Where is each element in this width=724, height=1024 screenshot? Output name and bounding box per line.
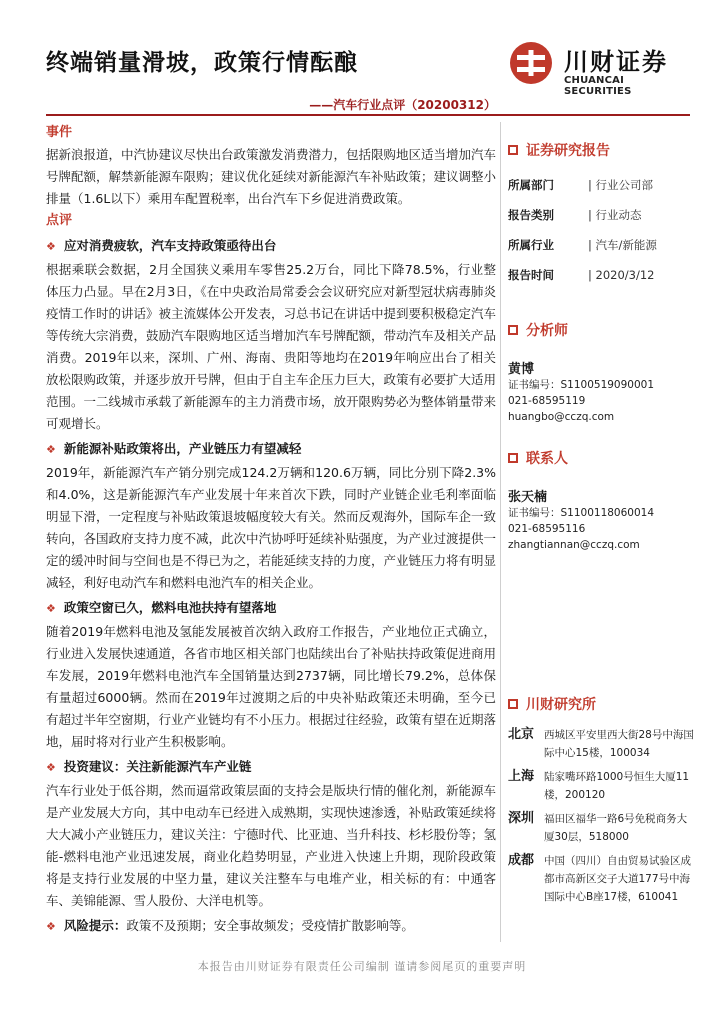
office-city: 上海 (508, 769, 535, 784)
report-row (508, 170, 698, 200)
analyst-panel (508, 320, 698, 425)
analyst-phone: 021-68595119 (508, 395, 586, 407)
risk-line (46, 914, 496, 939)
point-paragraph: 汽车行业处于低谷期，然而逼常政策层面的支持会是版块行情的催化剂，新能源车是产业发展大方向，其中电动车已经进入成熟期，实现快速渗透，补贴政策延续将大大减小产业链压力，建议关注：宁德时代、比亚迪、当升科技、杉杉股份等；氢能-燃料电池产业迅速发展，商业化趋势明显，产业进入快速上升期，现阶段政策将是支持行业发展的中坚力量，建议关注整车与电堆产业，相关标的有：中通客车、美锦能源、雪人股份、大洋电机等。 (46, 783, 497, 908)
contact-phone: 021-68595116 (508, 523, 586, 535)
point-heading (46, 596, 496, 621)
report-row-value: | 2020/3/12 (588, 268, 655, 282)
diamond-bullet-icon: ❖ (46, 443, 56, 456)
report-row-key: 所属部门 (508, 178, 554, 192)
office-address: 福田区福华一路6号免税商务大厦30层，518000 (544, 813, 688, 843)
report-subtitle: ——汽车行业点评（20200312） (309, 98, 496, 112)
point-paragraph: 2019年，新能源汽车产销分别完成124.2万辆和120.6万辆，同比分别下降2.3%和4.0%，这是新能源汽车产业发展十年来首次下跌，同时产业链企业毛利率面临明显下滑，一定程度与补贴政策退坡幅度较大有关。然而反观海外，国际车企一致转向，各国政府支持力度不减，此次中汽协呼吁延续补贴强度，为产业过渡提供一定的缓冲时间与空间也是不得已为之，若能延续支持的力度，产业链压力将有明显减轻，利好电动汽车和燃料电池汽车的相关企业。 (46, 465, 497, 590)
office-city: 北京 (508, 727, 535, 742)
event-paragraph: 据新浪报道，中汽协建议尽快出台政策激发消费潜力，包括限购地区适当增加汽车号牌配额，解禁新能源车限购；建议优化延续对新能源汽车补贴政策；建议调整小排量（1.6L以下）乘用车配置税率，出台汽车下乡促进消费政策。 (46, 147, 497, 206)
report-row-key: 报告时间 (508, 268, 554, 282)
office-entry (508, 726, 698, 762)
square-bullet-icon (508, 145, 518, 155)
point-paragraph: 根据乘联会数据，2月全国狭义乘用车零售25.2万台，同比下降78.5%，行业整体压力凸显。早在2月3日，《在中央政治局常委会会议研究应对新型冠状病毒肺炎疫情工作时的讲话》被主流媒体公开发表，习总书记在讲话中提到要积极稳定汽车等传统大宗消费，鼓励汽车限购地区适当增加汽车号牌配额，带动汽车及相关产品消费。2019年以来，深圳、广州、海南、贵阳等地均在2019年响应出台了相关放松限购政策，并逐步放开号牌，但由于自主车企压力巨大，政策有必要扩大适用范围。一二线城市承载了新能源车的主力消费市场，放开限购势必为整体销量带来可观增长。 (46, 262, 497, 431)
company-logo (508, 40, 688, 98)
contact-email[interactable]: zhangtiannan@cczq.com (508, 539, 640, 551)
report-row (508, 260, 698, 290)
office-address: 陆家嘴环路1000号恒生大厦11楼，200120 (544, 771, 690, 801)
office-city: 成都 (508, 853, 535, 868)
footer-disclaimer: 本报告由川财证券有限责任公司编制 谨请参阅尾页的重要声明 (197, 960, 527, 973)
column-divider (500, 122, 501, 942)
point-title: 应对消费疲软，汽车支持政策亟待出台 (63, 238, 277, 253)
contact-heading (508, 448, 698, 468)
report-info-panel (508, 140, 698, 290)
risk-text: 政策不及预期；安全事故频发；受疫情扩散影响等。 (126, 918, 414, 933)
analyst-heading-text: 分析师 (526, 323, 568, 339)
report-title: 终端销量滑坡，政策行情酝酿 (46, 50, 358, 76)
logo-chinese-name: 川财证券 (564, 48, 668, 76)
logo-english-name: CHUANCAI SECURITIES (564, 75, 632, 97)
point-heading (46, 755, 496, 780)
institute-heading-text: 川财研究所 (526, 697, 596, 713)
point-heading (46, 437, 496, 462)
diamond-bullet-icon: ❖ (46, 240, 56, 253)
report-row-key: 所属行业 (508, 238, 554, 252)
risk-label: 风险提示： (63, 918, 127, 933)
report-row-value: | 汽车/新能源 (588, 238, 657, 252)
point-paragraph: 随着2019年燃料电池及氢能发展被首次纳入政府工作报告，产业地位正式确立，行业进入发展快速通道，各省市地区相关部门也陆续出台了补贴扶持政策促进商用车发展，2019年燃料电池汽车全国销量达到2737辆，同比增长79.2%，总体保有量超过6000辆。然而在2019年过渡期之后的中央补贴政策还未明确，至今已有超过半年空窗期，行业产业链均有不小压力。根据过往经验，政策有望在近期落地，届时将对行业产生积极影响。 (46, 624, 497, 749)
square-bullet-icon (508, 325, 518, 335)
report-row-value: | 行业公司部 (588, 178, 654, 192)
header-divider (46, 114, 690, 116)
analyst-email[interactable]: huangbo@cczq.com (508, 411, 615, 423)
report-row (508, 230, 698, 260)
chuancai-logo-icon (508, 40, 554, 86)
point-title: 投资建议：关注新能源汽车产业链 (63, 759, 252, 774)
point-title: 政策空窗已久，燃料电池扶持有望落地 (63, 600, 277, 615)
analyst-heading (508, 320, 698, 340)
institute-heading (508, 694, 698, 714)
diamond-bullet-icon: ❖ (46, 602, 56, 615)
office-address: 西城区平安里西大街28号中海国际中心15楼，100034 (544, 729, 694, 759)
comment-heading: 点评 (46, 213, 73, 228)
diamond-bullet-icon: ❖ (46, 761, 56, 774)
report-row-value: | 行业动态 (588, 208, 642, 222)
contact-name: 张天楠 (508, 490, 548, 505)
institute-panel (508, 694, 698, 912)
report-row (508, 200, 698, 230)
point-title: 新能源补贴政策将出，产业链压力有望减轻 (63, 441, 302, 456)
analyst-cert: 证书编号：S1100519090001 (508, 379, 655, 391)
square-bullet-icon (508, 699, 518, 709)
analyst-name: 黄博 (508, 362, 535, 377)
main-column (46, 122, 496, 939)
point-heading (46, 234, 496, 259)
square-bullet-icon (508, 453, 518, 463)
contact-cert: 证书编号：S1100118060014 (508, 507, 655, 519)
office-entry (508, 810, 698, 846)
contact-heading-text: 联系人 (526, 451, 568, 467)
report-heading-text: 证券研究报告 (526, 143, 610, 159)
diamond-bullet-icon: ❖ (46, 920, 56, 933)
office-city: 深圳 (508, 811, 535, 826)
report-row-key: 报告类别 (508, 208, 554, 222)
office-entry (508, 852, 698, 906)
event-heading: 事件 (46, 125, 73, 140)
office-address: 中国（四川）自由贸易试验区成都市高新区交子大道177号中海国际中心B座17楼，610041 (544, 855, 691, 903)
report-info-heading (508, 140, 698, 160)
office-entry (508, 768, 698, 804)
contact-panel (508, 448, 698, 553)
